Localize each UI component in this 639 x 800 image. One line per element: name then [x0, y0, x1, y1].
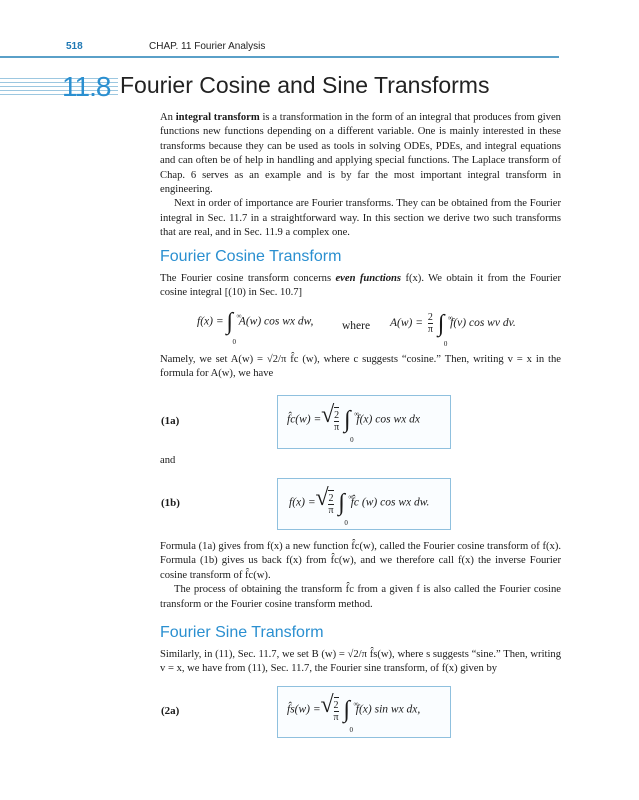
intro-text: An integral transform is a transformation in the form of an integral that produces from given functions new functions depending on a different variable. One is mainly interested in these transforms because they can be used as tools in solving ODEs, PDEs, and integral equations and can often be of help in handling and applying special functions. The Laplace transform of Chap. 6 serves as an example and is by far the most important integral transform in engineering. Next in order of importance are Fourier transforms. They can be obtained from the Fourier integral in Sec. 11.7 in a straightforward way. In this section we derive two such transforms that are real, and in Sec. 11.9 a complex one. [160, 112, 561, 239]
A-definition-equation: A(w) = $\frac{2}{\pi}$ ∫ ∞ 0 f(v) cos wv dv. [390, 310, 516, 348]
sine-intro: Similarly, in (11), Sec. 11.7, we set B (w) = √2/π f̂s(w), where s suggests “sine.” Then, writing v = x, we have from (11), Sec. 11.7, the Fourier sine transform, of f(x) given by [160, 649, 561, 675]
label-1b: (1b) [161, 497, 180, 509]
label-1a: (1a) [161, 415, 180, 427]
where-text: where [342, 320, 371, 332]
cosine-definition-text: Formula (1a) gives from f(x) a new function f̂c(w), called the Fourier cosine transform of f(x). Formula (1b) gives us back f(x) from f̂c(w), and we therefore call f(x) the inverse Fourier cosine transform of f̂c(w). The process of obtaining the transform f̂c from a given f is also called the Fourier cosine transform or the Fourier cosine transform method. [160, 541, 561, 610]
cosine-integral-equation: f(x) = ∫ ∞ 0 A(w) cos wx dw, [197, 309, 314, 346]
section-number: 11.8 [62, 71, 111, 102]
equation-2a: f̂s(w) = √ $\frac{2}{\pi}$ ∫ ∞ 0 f(x) sin wx dx, [287, 697, 420, 723]
header-rule [0, 56, 559, 58]
page-number: 518 [66, 41, 83, 52]
equation-1a: f̂c(w) = √ $\frac{2}{\pi}$ ∫ ∞ 0 f(x) cos wx dx [287, 407, 420, 433]
sine-heading: Fourier Sine Transform [160, 624, 324, 641]
equation-1b: f(x) = √ $\frac{2}{\pi}$ ∫ ∞ 0 f̂c (w) cos wx dw. [289, 490, 429, 516]
chapter-header: CHAP. 11 Fourier Analysis [149, 41, 266, 52]
section-title: Fourier Cosine and Sine Transforms [120, 72, 490, 98]
cosine-heading: Fourier Cosine Transform [160, 248, 342, 265]
label-2a: (2a) [161, 705, 180, 717]
cosine-intro: The Fourier cosine transform concerns even functions f(x). We obtain it from the Fourier cosine integral [(10) in Sec. 10.7] [160, 273, 562, 299]
cosine-setup-text: Namely, we set A(w) = √2/π f̂c (w), where c suggests “cosine.” Then, writing v = x in the formula for A(w), we have [160, 354, 561, 380]
and-text: and [160, 455, 176, 466]
